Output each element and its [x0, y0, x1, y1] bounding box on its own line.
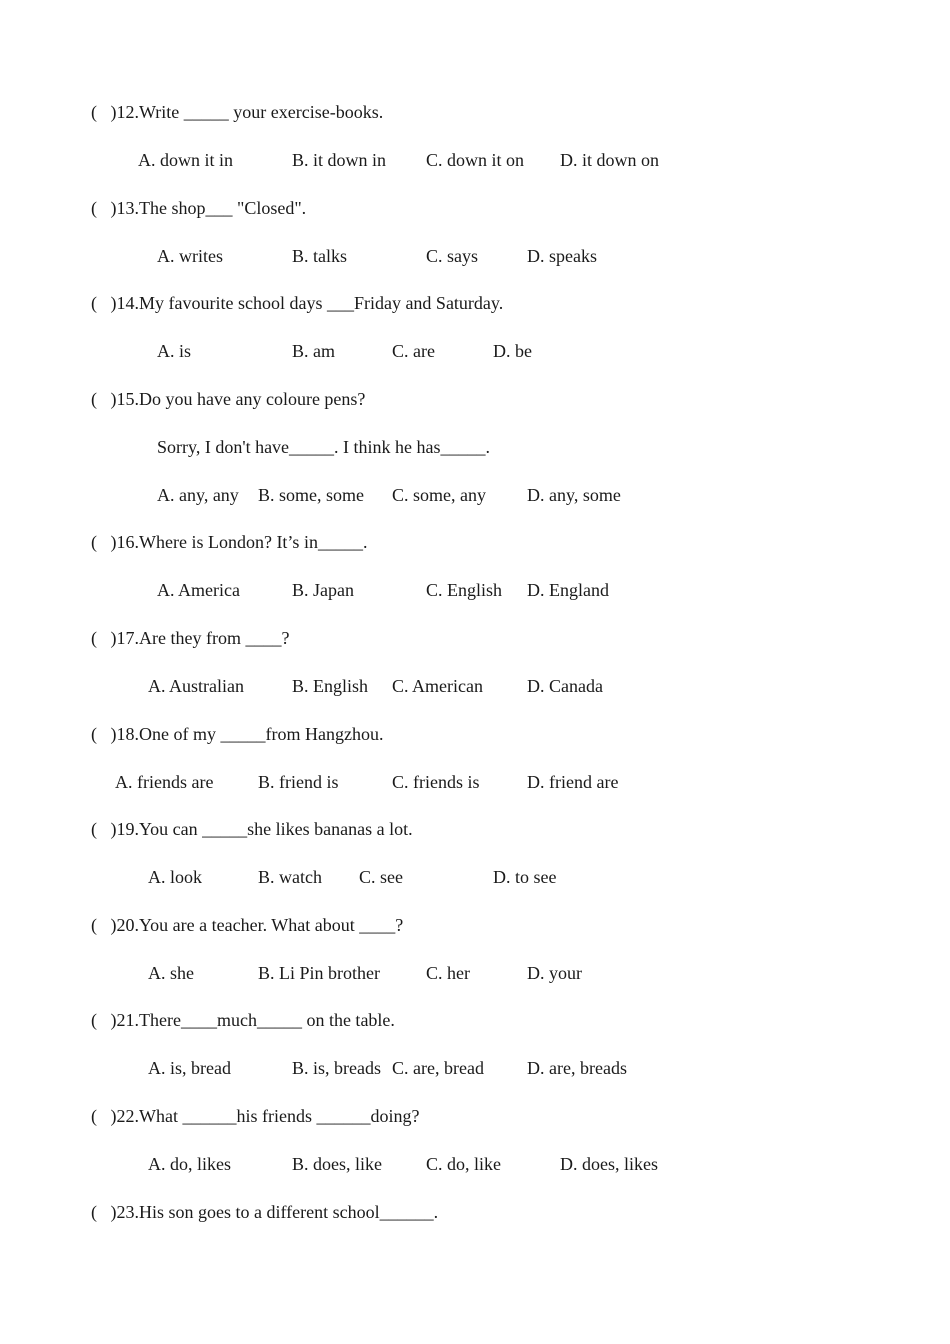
question-15-option-a: A. any, any — [157, 485, 239, 505]
question-22-option-d: D. does, likes — [560, 1154, 658, 1174]
question-21-stem: ( )21.There____much_____ on the table. — [91, 1010, 395, 1030]
question-15-stem: ( )15.Do you have any coloure pens? — [91, 389, 366, 409]
question-14-option-a: A. is — [157, 341, 192, 361]
question-21-option-c: C. are, bread — [392, 1058, 484, 1078]
question-19-option-d: D. to see — [493, 867, 557, 887]
question-12-option-b: B. it down in — [292, 150, 387, 170]
question-13-option-d: D. speaks — [527, 246, 597, 266]
question-17-option-d: D. Canada — [527, 676, 603, 696]
question-20-option-a: A. she — [148, 963, 194, 983]
question-20-option-b: B. Li Pin brother — [258, 963, 380, 983]
question-18-option-c: C. friends is — [392, 772, 480, 792]
question-22-option-a: A. do, likes — [148, 1154, 231, 1174]
question-18-option-b: B. friend is — [258, 772, 339, 792]
question-13-option-c: C. says — [426, 246, 479, 266]
question-12-stem: ( )12.Write _____ your exercise-books. — [91, 102, 384, 122]
question-16-stem: ( )16.Where is London? It’s in_____. — [91, 532, 368, 552]
question-20-option-c: C. her — [426, 963, 470, 983]
question-19-option-b: B. watch — [258, 867, 322, 887]
question-15-dialogue: Sorry, I don't have_____. I think he has_____. — [157, 437, 491, 457]
question-17-option-c: C. American — [392, 676, 483, 696]
question-14-stem: ( )14.My favourite school days ___Friday and Saturday. — [91, 293, 504, 313]
question-14-option-b: B. am — [292, 341, 335, 361]
question-17-option-b: B. English — [292, 676, 369, 696]
question-16-option-b: B. Japan — [292, 580, 354, 600]
question-22-option-c: C. do, like — [426, 1154, 501, 1174]
question-19-option-a: A. look — [148, 867, 202, 887]
question-14-option-d: D. be — [493, 341, 532, 361]
question-18-option-a: A. friends are — [115, 772, 214, 792]
question-17-stem: ( )17.Are they from ____? — [91, 628, 290, 648]
question-20-stem: ( )20.You are a teacher. What about ____? — [91, 915, 404, 935]
question-17-option-a: A. Australian — [148, 676, 244, 696]
question-13-stem: ( )13.The shop___ "Closed". — [91, 198, 307, 218]
question-12-option-c: C. down it on — [426, 150, 525, 170]
question-22-stem: ( )22.What ______his friends ______doing? — [91, 1106, 420, 1126]
question-19-stem: ( )19.You can _____she likes bananas a lot. — [91, 819, 413, 839]
question-13-option-b: B. talks — [292, 246, 348, 266]
question-15-option-c: C. some, any — [392, 485, 486, 505]
question-18-option-d: D. friend are — [527, 772, 619, 792]
question-19-option-c: C. see — [359, 867, 403, 887]
question-16-option-c: C. English — [426, 580, 503, 600]
question-12-option-d: D. it down on — [560, 150, 659, 170]
question-23-stem: ( )23.His son goes to a different school______. — [91, 1202, 439, 1222]
question-15-option-d: D. any, some — [527, 485, 621, 505]
question-13-option-a: A. writes — [157, 246, 223, 266]
question-12-option-a: A. down it in — [138, 150, 234, 170]
question-16-option-d: D. England — [527, 580, 609, 600]
question-21-option-a: A. is, bread — [148, 1058, 231, 1078]
question-21-option-d: D. are, breads — [527, 1058, 627, 1078]
question-16-option-a: A. America — [157, 580, 240, 600]
question-14-option-c: C. are — [392, 341, 435, 361]
question-20-option-d: D. your — [527, 963, 582, 983]
question-22-option-b: B. does, like — [292, 1154, 382, 1174]
question-21-option-b: B. is, breads — [292, 1058, 381, 1078]
question-15-option-b: B. some, some — [258, 485, 364, 505]
question-18-stem: ( )18.One of my _____from Hangzhou. — [91, 724, 384, 744]
